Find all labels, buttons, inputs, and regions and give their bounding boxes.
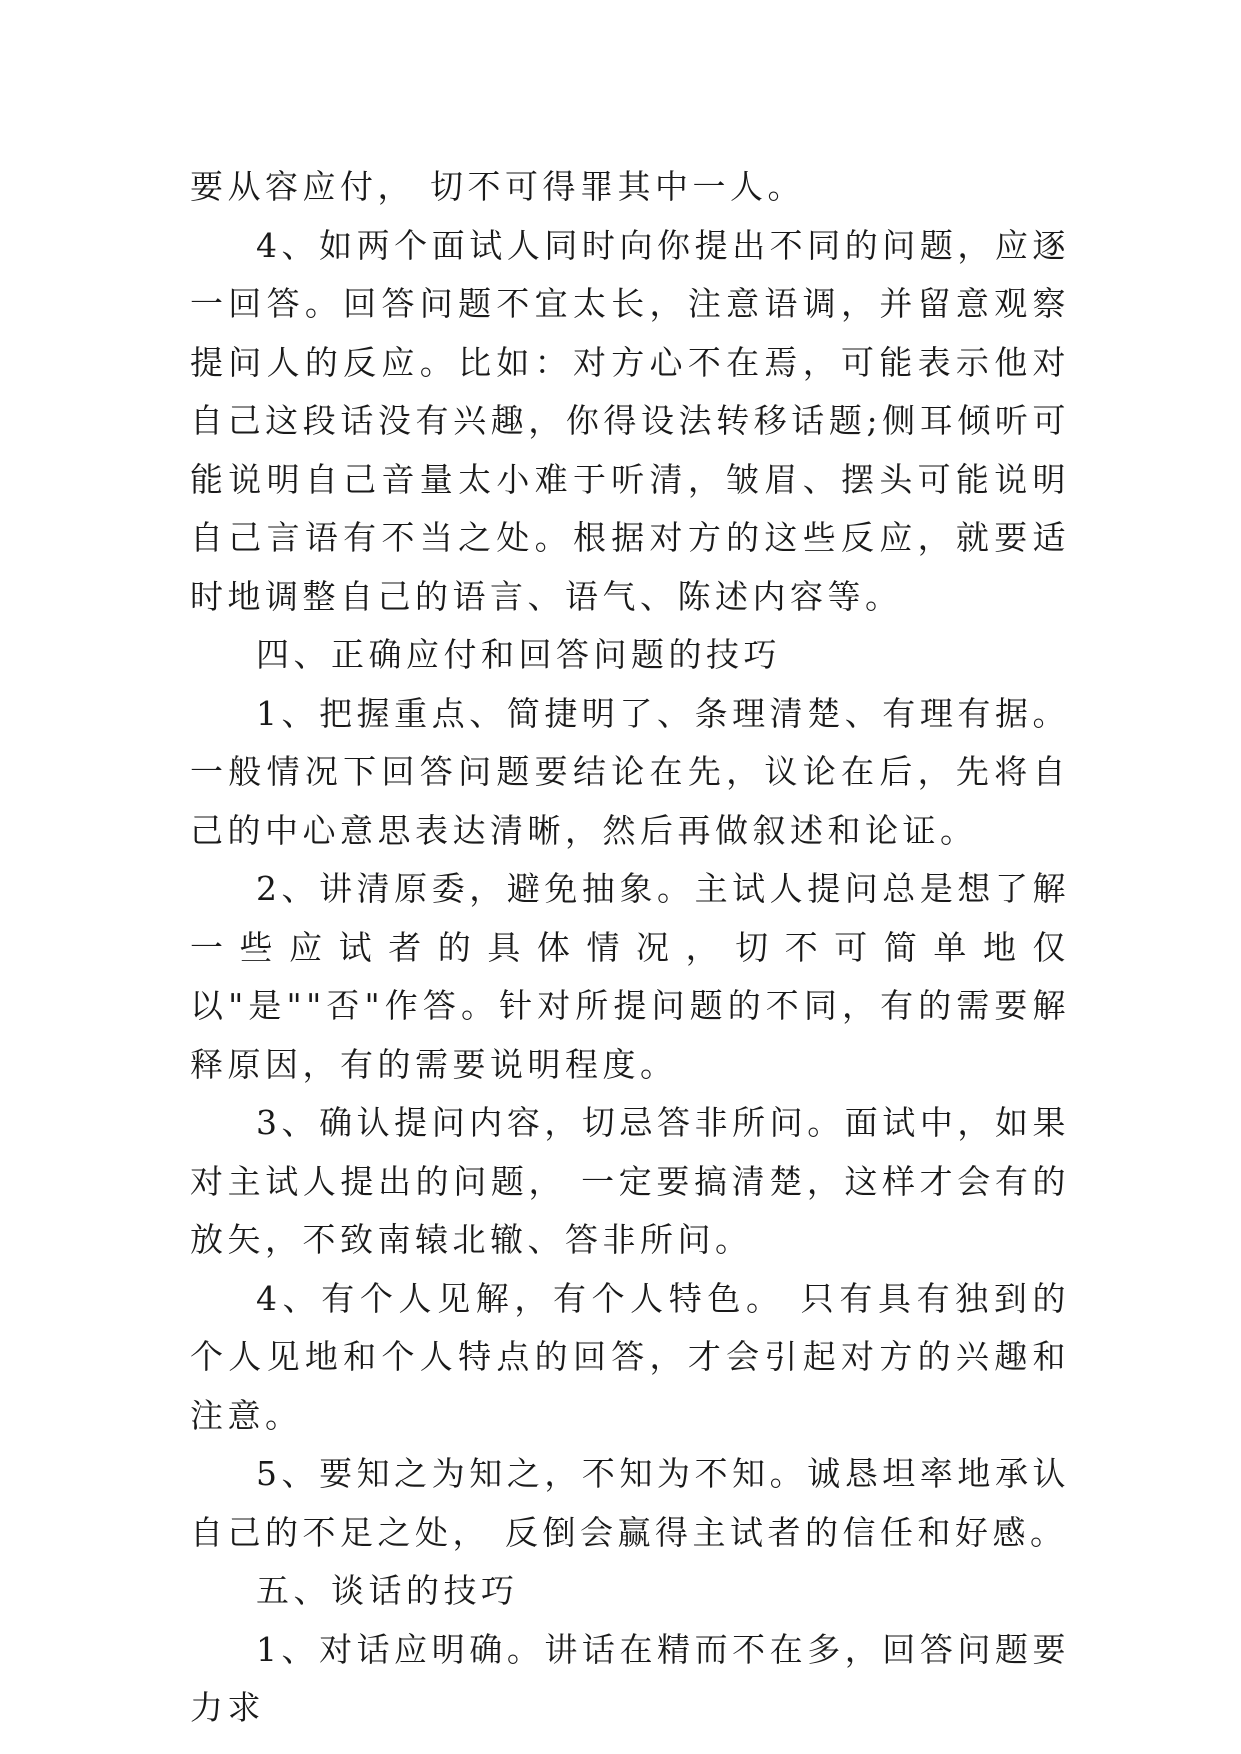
paragraph-item-1-talk: 1、对话应明确。讲话在精而不在多，回答问题要力求	[190, 1629, 1070, 1727]
paragraph-item-4-interviewers: 4、如两个面试人同时向你提出不同的问题，应逐一回答。回答问题不宜太长，注意语调，并留意观察提问人的反应。比如：对方心不在焉，可能表示他对自己这段话没有兴趣，你得设法转移话题;侧耳倾听可能说明自己音量太小难于听清，皱眉、摆头可能说明自己言语有不当之处。根据对方的这些反应，就要适时地调整自己的语言、语气、陈述内容等。	[190, 225, 1070, 616]
paragraph-item-2: 2、讲清原委，避免抽象。主试人提问总是想了解一些应试者的具体情况，切不可简单地仅以"是""否"作答。针对所提问题的不同，有的需要解释原因，有的需要说明程度。	[190, 869, 1070, 1084]
paragraph-item-4: 4、有个人见解，有个人特色。 只有具有独到的个人见地和个人特点的回答，才会引起对方的兴趣和注意。	[190, 1278, 1070, 1435]
document-body	[190, 158, 1070, 1738]
paragraph-item-5: 5、要知之为知之，不知为不知。诚恳坦率地承认自己的不足之处， 反倒会赢得主试者的信任和好感。	[190, 1454, 1070, 1552]
paragraph-item-3: 3、确认提问内容，切忌答非所问。面试中，如果对主试人提出的问题， 一定要搞清楚，这样才会有的放矢，不致南辕北辙、答非所问。	[190, 1103, 1070, 1259]
paragraph-continuation: 要从容应付， 切不可得罪其中一人。	[190, 167, 805, 206]
section-heading-5: 五、谈话的技巧	[256, 1571, 519, 1610]
paragraph-item-1: 1、把握重点、简捷明了、条理清楚、有理有据。一般情况下回答问题要结论在先，议论在后，先将自己的中心意思表达清晰，然后再做叙述和论证。	[190, 693, 1070, 850]
section-heading-4: 四、正确应付和回答问题的技巧	[256, 635, 781, 674]
